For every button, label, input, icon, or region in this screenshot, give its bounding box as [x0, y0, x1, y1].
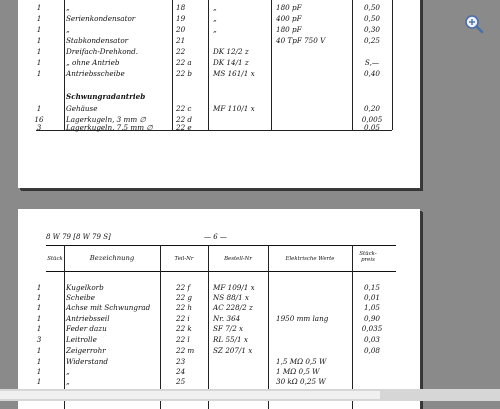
- section-heading-row: [18, 92, 420, 103]
- header-price: Stück-preis: [359, 251, 377, 263]
- document-page-2: [18, 209, 420, 409]
- table-row: 1 Stabkondensator 21 40 TpF 750 V 0,25: [36, 36, 380, 45]
- table-row: 1 „ 18 „ 180 pF 0,50: [36, 3, 380, 12]
- zoom-in-icon: [464, 14, 484, 34]
- model-number: 8 W 79 [8 W 79 S]: [46, 233, 111, 241]
- header-qty: Stück: [47, 256, 63, 262]
- section-title: Schwungradantrieb: [66, 92, 146, 101]
- table-row: 1 Serienkondensator 19 „ 400 pF 0,50: [36, 14, 380, 23]
- table-row: 1 „ ohne Antrieb 22 a DK 14/1 z S,—: [36, 58, 380, 67]
- table-row: 1 Gehäuse 22 c MF 110/1 x 0,20: [36, 104, 380, 113]
- table-row: 1 „ 25 30 kΩ 0,25 W: [36, 377, 326, 386]
- table-row: 1 Widerstand 23 1,5 MΩ 0,5 W: [36, 357, 327, 366]
- table-row: 3 Lagerkugeln, 7,5 mm ∅ 22 e 0,05: [36, 123, 380, 132]
- scrollbar-thumb[interactable]: [0, 391, 380, 399]
- table-row: 1 Zeigerrohr 22 m SZ 207/1 x 0,08: [36, 346, 380, 355]
- table-header-rule: [46, 271, 396, 272]
- table-row: 1 Dreifach-Drehkond. 22 DK 12/2 z: [36, 47, 249, 56]
- table-row: 1 „ 20 „ 180 pF 0,30: [36, 25, 380, 34]
- header-part-no: Teil-Nr: [174, 256, 194, 262]
- table-row: 1 „ 24 1 MΩ 0,5 W: [36, 367, 320, 376]
- document-page-1: [18, 0, 420, 188]
- table-row: 1 Antriebsseil 22 i Nr. 364 1950 mm lang 0,90: [36, 314, 380, 323]
- horizontal-scrollbar[interactable]: [0, 389, 500, 401]
- header-values: Elektrische Werte: [285, 256, 335, 262]
- page-number: — 6 —: [204, 233, 227, 241]
- table-row: 1 Scheibe 22 g NS 88/1 x 0,01: [36, 293, 380, 302]
- table-row: 1 Kugelkorb 22 f MF 109/1 x 0,15: [36, 283, 380, 292]
- table-row: 1 Antriebsscheibe 22 b MS 161/1 x 0,40: [36, 69, 380, 78]
- header-name: Bezeichnung: [89, 254, 135, 262]
- table-row: 1 Achse mit Schwungrad 22 h AC 228/2 z 1,05: [36, 303, 380, 312]
- table-row: 1 Feder dazu 22 k SF 7/2 x 0,035: [36, 324, 383, 333]
- zoom-in-button[interactable]: [464, 14, 484, 34]
- header-order-no: Bestell-Nr: [224, 256, 252, 262]
- table-row: 3 Leitrolle 22 l RL 55/1 x 0,03: [36, 335, 380, 344]
- table-row: 16 Lagerkugeln, 3 mm ∅ 22 d 0,005: [34, 115, 383, 124]
- table-top-rule: [46, 245, 396, 246]
